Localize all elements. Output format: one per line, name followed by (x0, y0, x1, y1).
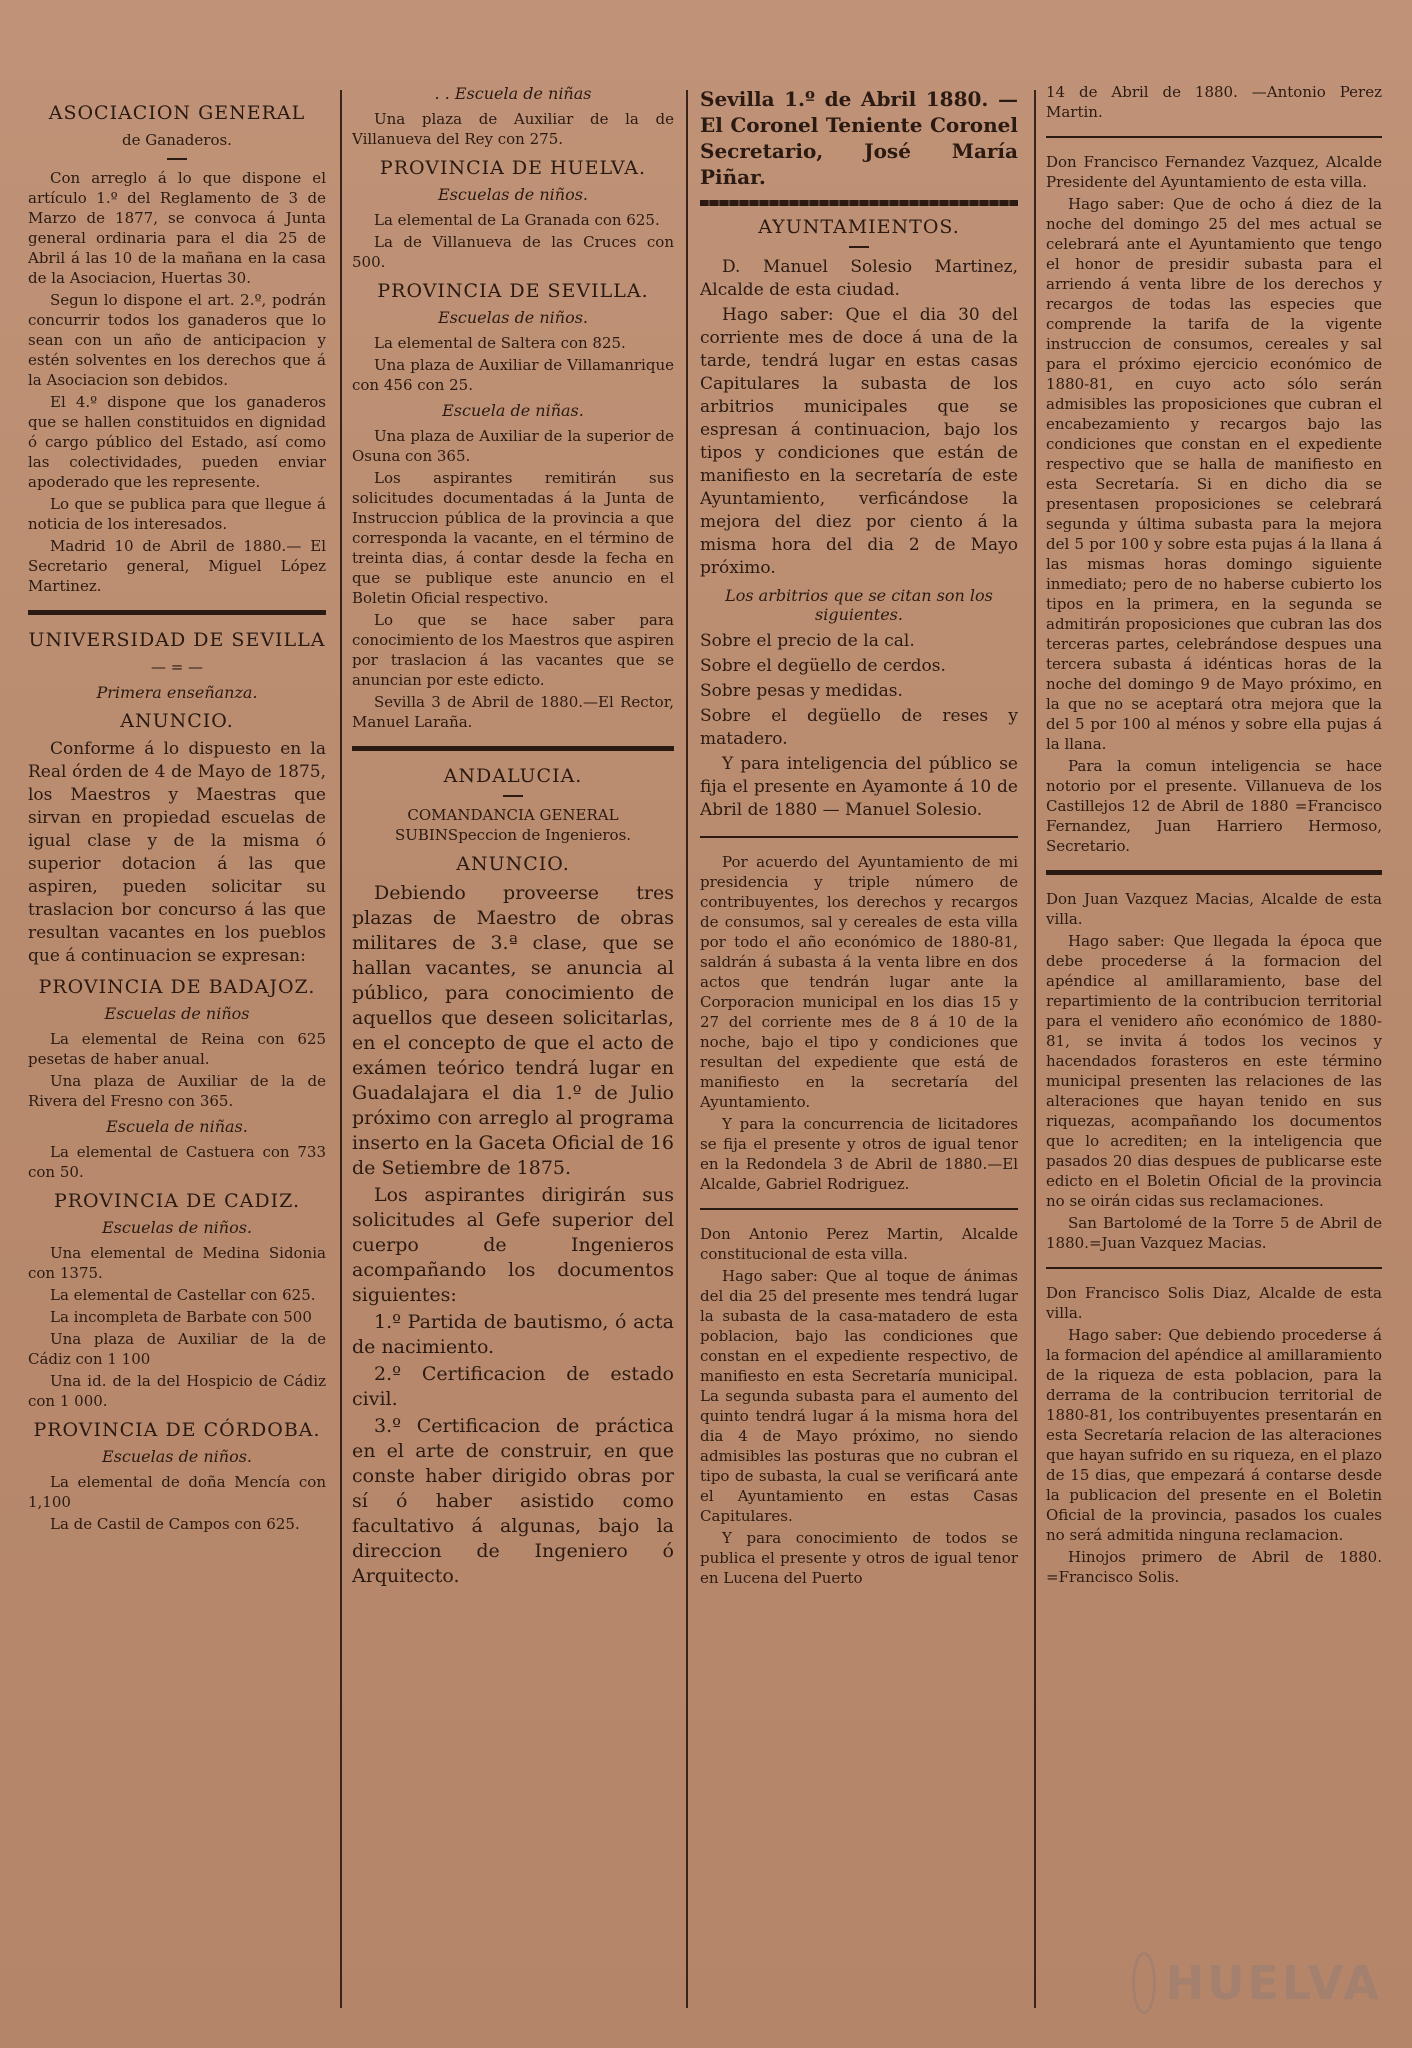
paragraph: Y para la concurrencia de licitadores se fija el presente y otros de igual tenor en la Redondela 3 de Abril de 1880.—El Alcalde, Gabriel Rodriguez. (700, 1115, 1018, 1193)
section-divider (700, 836, 1018, 838)
vacancy-item: La incompleta de Barbate con 500 (50, 1308, 312, 1326)
school-type: . . Escuela de niñas (434, 84, 592, 103)
vacancy-item: La de Villanueva de las Cruces con 500. (352, 233, 674, 271)
list-item: 2.º Certificacion de estado civil. (352, 1363, 674, 1410)
vacancy-item: Una plaza de Auxiliar de la de Villanueva del Rey con 275. (352, 110, 674, 148)
section-divider (1046, 136, 1382, 138)
province-heading: PROVINCIA DE SEVILLA. (377, 280, 649, 302)
section-divider (1046, 870, 1382, 875)
vacancy-item: La elemental de Reina con 625 pesetas de haber anual. (28, 1030, 326, 1068)
paragraph: Debiendo proveerse tres plazas de Maestro de obras militares de 3.ª clase, que se hallan vacantes, se anuncia al público, para conocimiento de aquellos que deseen solicitarlas, en el concepto de que el acto de exámen teórico tendrá lugar en Guadalajara el dia 1.º de Julio próximo con arreglo al programa inserto en la Gaceta Oficial de 16 de Setiembre de 1875. (352, 882, 674, 1179)
school-type: Escuelas de niños. (101, 1447, 253, 1466)
notice-heading: ANUNCIO. (120, 710, 234, 732)
paragraph: Para la comun inteligencia se hace notorio por el presente. Villanueva de los Castillejos 12 de Abril de 1880 =Francisco Fernandez, Juan Harriero Hermoso, Secretario. (1046, 757, 1382, 855)
section-title: ANDALUCIA. (443, 765, 583, 787)
province-heading: PROVINCIA DE HUELVA. (379, 157, 647, 179)
column-rule (686, 90, 688, 2008)
vacancy-item: La elemental de Castellar con 625. (50, 1286, 316, 1304)
paragraph: El 4.º dispone que los ganaderos que se hallen constituidos en dignidad ó cargo público del Estado, así como las colectividades, pueden enviar apoderado que les represente. (28, 393, 326, 491)
signature: San Bartolomé de la Torre 5 de Abril de 1880.=Juan Vazquez Macias. (1046, 1214, 1382, 1252)
section-divider (700, 1208, 1018, 1210)
list-item: 3.º Certificacion de práctica en el arte de construir, en que conste haber dirigido obras por sí ó haber asistido como facultativo á algunas, bajo la direccion de Ingeniero ó Arquitecto. (352, 1415, 674, 1587)
vacancy-item: La elemental de La Granada con 625. (374, 211, 660, 229)
section-divider (352, 746, 674, 751)
section-divider (1046, 1267, 1382, 1269)
paragraph: Por acuerdo del Ayuntamiento de mi presidencia y triple número de contribuyentes, los derechos y recargos de consumos, sal y cereales de esta villa por todo el año económico de 1880-81, saldrán á subasta á la venta libre en dos actos que tendrán lugar ante la Corporacion municipal en los dias 15 y 27 del corriente mes de 8 á 10 de la noche, bajo el tipo y condiciones que resultan del expediente que está de manifiesto en la secretaría del Ayuntamiento. (700, 853, 1018, 1111)
signature: 14 de Abril de 1880. —Antonio Perez Martin. (1046, 83, 1382, 121)
list-item: Sobre el degüello de reses y matadero. (700, 706, 1018, 749)
paragraph: Hago saber: Que debiendo procederse á la formacion del apéndice al amillaramiento de la riqueza de esta poblacion, para la derrama de la contribucion territorial de 1880-81, los contribuyentes presentarán en esta Secretaría relacion de las alteraciones que hayan sufrido en su riqueza, en el plazo de 15 dias, que empezará á contarse desde la publicacion del presente en el Boletin Oficial de la provincia, pasados los cuales no será admitida ninguna reclamacion. (1046, 1326, 1382, 1544)
dash-divider (849, 246, 869, 248)
signature: Sevilla 3 de Abril de 1880.—El Rector, Manuel Laraña. (352, 693, 674, 731)
list-item: Sobre pesas y medidas. (700, 681, 903, 701)
paragraph: Don Francisco Solis Diaz, Alcalde de esta villa. (1046, 1284, 1382, 1322)
list-item: 1.º Partida de bautismo, ó acta de nacimiento. (352, 1311, 674, 1358)
ornamental-divider (700, 200, 1018, 206)
paragraph: Hago saber: Que al toque de ánimas del dia 25 del presente mes tendrá lugar la subasta de la casa-matadero de esta poblacion, bajo las condiciones que constan en el expediente respectivo, de manifiesto en esta Secretaría municipal. La segunda subasta para el aumento del quinto tendrá lugar á la misma hora del dia 4 de Mayo próximo, no siendo admisibles las posturas que no cubran el tipo de subasta, la cual se verificará ante el Ayuntamiento en estas Casas Capitulares. (700, 1267, 1018, 1525)
paragraph: Los aspirantes dirigirán sus solicitudes al Gefe superior del cuerpo de Ingenieros acompañando los documentos siguientes: (352, 1184, 674, 1306)
paragraph: Don Antonio Perez Martin, Alcalde constitucional de esta villa. (700, 1225, 1018, 1263)
vacancy-item: Una plaza de Auxiliar de la de Cádiz con 1 100 (28, 1330, 326, 1368)
paragraph: D. Manuel Solesio Martinez, Alcalde de esta ciudad. (700, 257, 1018, 300)
separator-text: — = — (150, 658, 204, 676)
vacancy-item: Una plaza de Auxiliar de la de Rivera del Fresno con 365. (28, 1072, 326, 1110)
school-type: Escuela de niñas. (442, 401, 584, 420)
column-3 (700, 80, 1018, 2008)
section-title: AYUNTAMIENTOS. (758, 216, 960, 238)
province-heading: PROVINCIA DE CÓRDOBA. (33, 1419, 321, 1441)
vacancy-item: Una plaza de Auxiliar de la superior de Osuna con 365. (352, 427, 674, 465)
signature: Madrid 10 de Abril de 1880.— El Secretario general, Miguel López Martinez. (28, 537, 326, 595)
paragraph: Con arreglo á lo que dispone el artículo 1.º del Reglamento de 3 de Marzo de 1877, se convoca á Junta general ordinaria para el dia 25 de Abril á las 10 de la mañana en la casa de la Asociacion, Huertas 30. (28, 169, 326, 287)
signature: Hinojos primero de Abril de 1880. =Francisco Solis. (1046, 1548, 1382, 1586)
section-divider (28, 610, 326, 615)
section-subtitle: de Ganaderos. (122, 131, 232, 149)
paragraph: Hago saber: Que llegada la época que debe procederse á la formacion del apéndice al amillaramiento, base del repartimiento de la contribucion territorial para el venidero año económico de 1880-81, se invita á todos los vecinos y hacendados forasteros en este término municipal presenten las relaciones de las alteraciones que hayan tenido en sus riquezas, acompañando los documentos que lo acrediten; en la inteligencia que pasados 20 dias despues de publicarse este edicto en el Boletin Oficial de la provincia no se oirán cidas sus reclamaciones. (1046, 932, 1382, 1210)
dash-divider (167, 158, 187, 160)
section-title: ASOCIACION GENERAL (48, 102, 306, 124)
school-type: Escuela de niñas. (106, 1117, 248, 1136)
paragraph: Lo que se hace saber para conocimiento de los Maestros que aspiren por traslacion á las vacantes que se anuncian por este edicto. (352, 611, 674, 689)
archive-watermark (1132, 1948, 1382, 2018)
list-item: Sobre el degüello de cerdos. (700, 656, 946, 676)
vacancy-item: La elemental de doña Mencía con 1,100 (28, 1473, 326, 1511)
paragraph: Y para conocimiento de todos se publica el presente y otros de igual tenor en Lucena del Puerto (700, 1529, 1018, 1587)
paragraph: Don Francisco Fernandez Vazquez, Alcalde Presidente del Ayuntamiento de esta villa. (1046, 153, 1382, 191)
school-type: Escuelas de niños. (101, 1218, 253, 1237)
watermark-text: HUELVA (1165, 1956, 1382, 2010)
column-1 (28, 80, 326, 2008)
vacancy-item: La de Castil de Campos con 625. (50, 1515, 300, 1533)
school-type: Escuelas de niños. (437, 185, 589, 204)
column-rule (1034, 90, 1036, 2008)
paragraph: Y para inteligencia del público se fija el presente en Ayamonte á 10 de Abril de 1880 — Manuel Solesio. (700, 754, 1018, 820)
paragraph: Segun lo dispone el art. 2.º, podrán concurrir todos los ganaderos que lo sean con un año de anticipacion y estén solventes en los derechos que á la Asociacion son debidos. (28, 291, 326, 389)
list-item: Sobre el precio de la cal. (700, 631, 915, 651)
paragraph: Hago saber: Que de ocho á diez de la noche del domingo 25 del mes actual se celebrará ante el Ayuntamiento que tengo el honor de presidir subasta para el arriendo á venta libre de los derechos y recargos de todas las especies que comprende la tarifa de la vigente instruccion de consumos, cereales y sal para el próximo ejercicio económico de 1880-81, en cuyo acto sólo serán admisibles las proposiciones que cubran el encabezamiento y recargos bajo las condiciones que constan en el expediente respectivo que se halla de manifiesto en esta Secretaría. Si en dicho dia se presentasen proposiciones se celebrará segunda y última subasta para la mejora del 5 por 100 y sobre esta pujas á la llana á las mismas horas domingo siguiente inmediato; pero de no haberse cubierto los tipos en la primera, en la segunda se admitirán proposiciones que cubran las dos terceras partes, celebrándose despues una tercera subasta á idénticas horas de la noche del domingo 9 de Mayo próximo, en la que no se aceptará otra mejora que la del 5 por 100 al ménos y sobre ella pujas á la llana. (1046, 195, 1382, 753)
vacancy-item: La elemental de Castuera con 733 con 50. (28, 1143, 326, 1181)
section-title: UNIVERSIDAD DE SEVILLA (28, 629, 326, 651)
column-4 (1046, 80, 1382, 2008)
column-rule (340, 90, 342, 2008)
vacancy-item: Una id. de la del Hospicio de Cádiz con 1 000. (28, 1372, 326, 1410)
notice-heading: ANUNCIO. (456, 853, 570, 875)
paragraph: Conforme á lo dispuesto en la Real órden de 4 de Mayo de 1875, los Maestros y Maestras que sirvan en propiedad escuelas de igual clase y de la misma ó superior dotacion á las que aspiren, pueden solicitar su traslacion bor concurso á las que resultan vacantes en los pueblos que á continuacion se expresan: (28, 739, 326, 966)
vacancy-item: La elemental de Saltera con 825. (374, 334, 626, 352)
paragraph: Don Juan Vazquez Macias, Alcalde de esta villa. (1046, 890, 1382, 928)
school-type: Escuelas de niños. (437, 308, 589, 327)
dash-divider (503, 795, 523, 797)
vacancy-item: Una plaza de Auxiliar de Villamanrique con 456 con 25. (352, 356, 674, 394)
province-heading: PROVINCIA DE CADIZ. (53, 1190, 301, 1212)
list-heading: Los arbitrios que se citan son los siguientes. (725, 586, 993, 624)
section-subtitle: Primera enseñanza. (96, 683, 258, 702)
vacancy-item: Una elemental de Medina Sidonia con 1375. (28, 1244, 326, 1282)
section-subtitle: COMANDANCIA GENERAL SUBINSpeccion de Ingenieros. (394, 806, 632, 844)
paragraph: Hago saber: Que el dia 30 del corriente mes de doce á una de la tarde, tendrá lugar en estas casas Capitulares la subasta de los arbitrios municipales que se espresan á continuacion, bajo los tipos y condiciones que están de manifiesto en la secretaría de este Ayuntamiento, verficándose la mejora del diez por ciento á la misma hora del dia 2 de Mayo próximo. (700, 305, 1018, 578)
signature: Sevilla 1.º de Abril 1880. —El Coronel Teniente Coronel Secretario, José María Piñar. (700, 87, 1018, 189)
province-heading: PROVINCIA DE BADAJOZ. (38, 976, 316, 998)
paragraph: Los aspirantes remitirán sus solicitudes documentadas á la Junta de Instruccion pública de la provincia a que corresponda la vacante, en el término de treinta dias, á contar desde la fecha en que se publique este anuncio en el Boletin Oficial respectivo. (352, 469, 674, 607)
column-2 (352, 80, 674, 2008)
school-type: Escuelas de niños (104, 1004, 250, 1023)
paragraph: Lo que se publica para que llegue á noticia de los interesados. (28, 495, 326, 533)
seal-icon (1132, 1952, 1156, 2014)
